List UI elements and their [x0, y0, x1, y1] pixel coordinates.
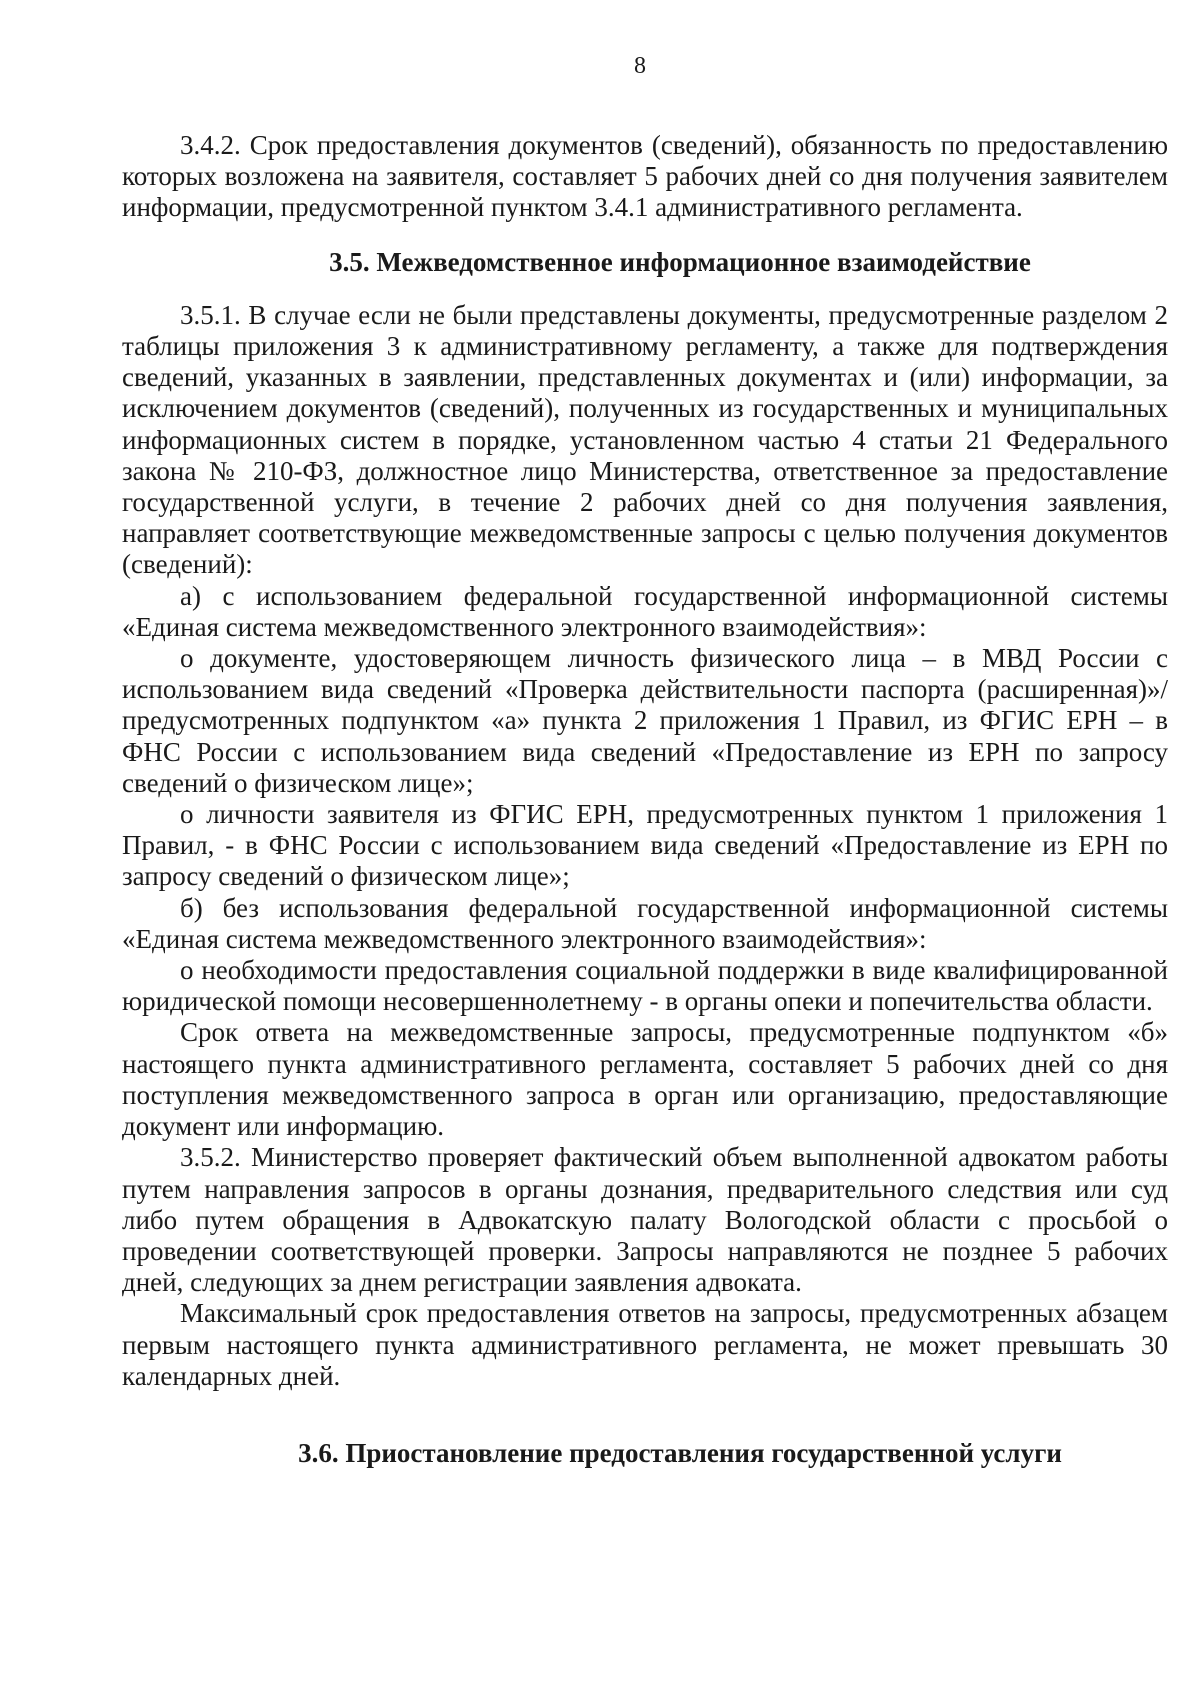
paragraph-3-5-2: 3.5.2. Министерство проверяет фактический объем выполненной адвокатом работы путем направления запросов в органы дознания, предварительного следствия или суд либо путем обращения в Адвокатскую палату Вологодской области с просьбой о проведении соответствующей проверки. Запросы направляются не позднее 5 рабочих дней, следующих за днем регистрации заявления адвоката. — [122, 1142, 1168, 1298]
paragraph-applicant-identity: о личности заявителя из ФГИС ЕРН, предусмотренных пунктом 1 приложения 1 Правил, - в ФНС России с использованием вида сведений «Предоставление из ЕРН по запросу сведений о физическом лице»; — [122, 799, 1168, 892]
paragraph-3-4-2: 3.4.2. Срок предоставления документов (сведений), обязанность по предоставлению которых возложена на заявителя, составляет 5 рабочих дней со дня получения заявителем информации, предусмотренной пунктом 3.4.1 административного регламента. — [122, 130, 1168, 223]
paragraph-item-b: б) без использования федеральной государственной информационной системы «Единая система межведомственного электронного взаимодействия»: — [122, 892, 1168, 954]
paragraph-social-support: о необходимости предоставления социальной поддержки в виде квалифицированной юридической помощи несовершеннолетнему - в органы опеки и попечительства области. — [122, 955, 1168, 1017]
section-heading-3-6: 3.6. Приостановление предоставления государственной услуги — [298, 1437, 1062, 1468]
page-number: 8 — [634, 53, 646, 79]
paragraph-identity-document: о документе, удостоверяющем личность физического лица – в МВД России с использованием вида сведений «Проверка действительности паспорта (расширенная)»/предусмотренных подпунктом «а» пункта 2 приложения 1 Правил, из ФГИС ЕРН – в ФНС России с использованием вида сведений «Предоставление из ЕРН по запросу сведений о физическом лице»; — [122, 643, 1168, 798]
paragraph-max-term: Максимальный срок предоставления ответов на запросы, предусмотренных абзацем первым настоящего пункта административного регламента, не может превышать 30 календарных дней. — [122, 1298, 1168, 1391]
section-heading-3-5: 3.5. Межведомственное информационное взаимодействие — [329, 246, 1031, 277]
paragraph-3-5-1: 3.5.1. В случае если не были представлены документы, предусмотренные разделом 2 таблицы приложения 3 к административному регламенту, а также для подтверждения сведений, указанных в заявлении, представленных документах и (или) информации, за исключением документов (сведений), полученных из государственных и муниципальных информационных систем в порядке, установленном частью 4 статьи 21 Федерального закона № 210-ФЗ, должностное лицо Министерства, ответственное за предоставление государственной услуги, в течение 2 рабочих дней со дня получения заявления, направляет соответствующие межведомственные запросы с целью получения документов (сведений): — [122, 299, 1168, 580]
paragraph-item-a: а) с использованием федеральной государственной информационной системы «Единая система межведомственного электронного взаимодействия»: — [122, 580, 1168, 642]
document-body — [122, 130, 1168, 1469]
paragraph-response-term: Срок ответа на межведомственные запросы, предусмотренные подпунктом «б» настоящего пункта административного регламента, составляет 5 рабочих дней со дня поступления межведомственного запроса в орган или организацию, предоставляющие документ или информацию. — [122, 1017, 1168, 1142]
